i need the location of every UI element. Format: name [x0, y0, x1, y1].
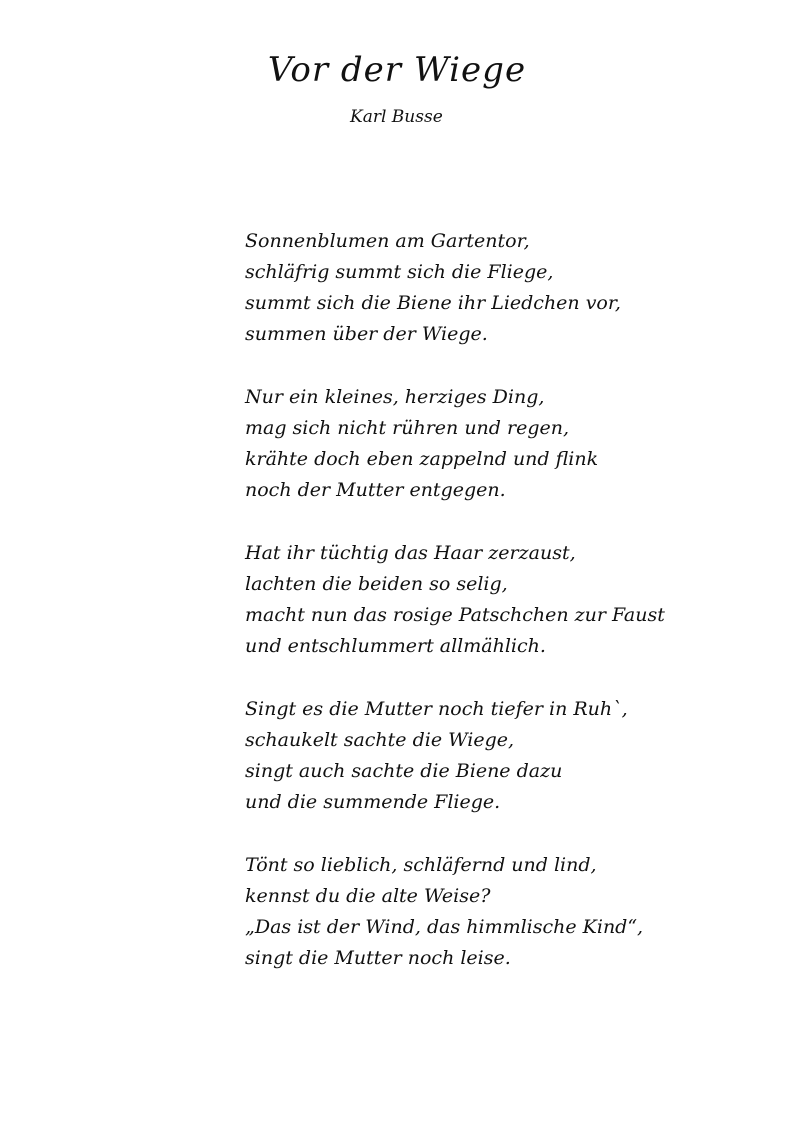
poem-line: summt sich die Biene ihr Liedchen vor,	[245, 292, 621, 314]
poem-line: krähte doch eben zappelnd und flink	[245, 448, 599, 470]
poem-author: Karl Busse	[350, 107, 443, 127]
poem-line: noch der Mutter entgegen.	[245, 479, 506, 501]
poem-line: schläfrig summt sich die Fliege,	[245, 261, 554, 283]
stanza-3	[245, 538, 765, 662]
poem-line: lachten die beiden so selig,	[245, 573, 508, 595]
poem-line: Hat ihr tüchtig das Haar zerzaust,	[245, 542, 576, 564]
poem-line: singt auch sachte die Biene dazu	[245, 760, 563, 782]
stanza-4	[245, 694, 765, 818]
poem-line: und entschlummert allmählich.	[245, 635, 546, 657]
poem-line: Tönt so lieblich, schläfernd und lind,	[245, 854, 597, 876]
poem-line: schaukelt sachte die Wiege,	[245, 729, 515, 751]
poem-line: summen über der Wiege.	[245, 323, 488, 345]
poem-body	[245, 226, 765, 1006]
poem-line: macht nun das rosige Patschchen zur Faust	[245, 604, 665, 626]
poem-line: Nur ein kleines, herziges Ding,	[245, 386, 545, 408]
poem-line: mag sich nicht rühren und regen,	[245, 417, 570, 439]
poem-line: singt die Mutter noch leise.	[245, 947, 511, 969]
poem-line: Singt es die Mutter noch tiefer in Ruh`,	[245, 698, 628, 720]
poem-title: Vor der Wiege	[267, 50, 527, 90]
poem-line: „Das ist der Wind, das himmlische Kind“,	[245, 916, 644, 938]
stanza-2	[245, 382, 765, 506]
stanza-1	[245, 226, 765, 350]
stanza-5	[245, 850, 765, 974]
poem-line: Sonnenblumen am Gartentor,	[245, 230, 530, 252]
poem-line: und die summende Fliege.	[245, 791, 501, 813]
poem-line: kennst du die alte Weise?	[245, 885, 491, 907]
